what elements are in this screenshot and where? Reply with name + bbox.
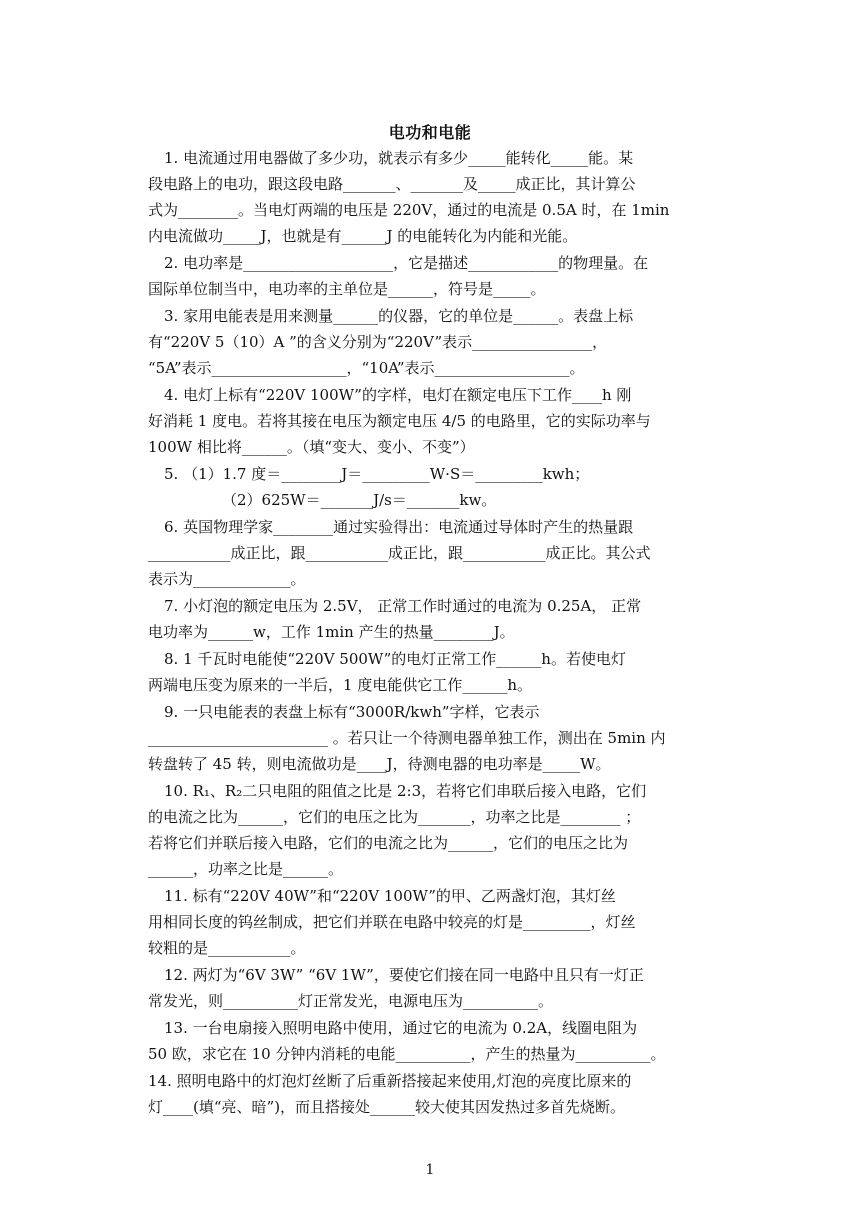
q10-line-2: 的电流之比为______，它们的电压之比为_______，功率之比是________ ； xyxy=(148,808,641,826)
q10-line-4: ______，功率之比是______。 xyxy=(148,860,344,878)
q1-line-3: 式为________。当电灯两端的电压是 220V，通过的电流是 0.5A 时，在 1min xyxy=(148,201,670,219)
q1-line-1: 1. 电流通过用电器做了多少功，就表示有多少_____能转化_____能。某 xyxy=(164,149,634,167)
document-title: 电功和电能 xyxy=(388,123,472,142)
q12-line-2: 常发光，则__________灯正常发光，电源电压为__________。 xyxy=(148,992,554,1010)
q9-line-1: 9. 一只电能表的表盘上标有“3000R/kwh”字样，它表示 xyxy=(164,703,540,721)
q11-line-2: 用相同长度的钨丝制成，把它们并联在电路中较亮的灯是_________，灯丝 xyxy=(148,913,636,931)
q5-line-1: 5. （1）1.7 度＝________J＝_________W·S＝_________kwh； xyxy=(164,465,590,483)
q10-line-3: 若将它们并联后接入电路，它们的电流之比为______，它们的电压之比为 xyxy=(148,834,629,852)
q8-line-2: 两端电压变为原来的一半后，1 度电能供它工作______h。 xyxy=(148,676,532,694)
q5-line-2: （2）625W＝_______J/s＝_______kw。 xyxy=(222,491,497,509)
page-number: 1 xyxy=(425,1162,435,1178)
q10-line-1: 10. R₁、R₂二只电阻的阻值之比是 2:3，若将它们串联后接入电路，它们 xyxy=(164,782,647,800)
q3-line-2: 有“220V 5（10）A ”的含义分别为“220V”表示________________， xyxy=(148,333,608,351)
q2-line-2: 国际单位制当中，电功率的主单位是______，符号是_____。 xyxy=(148,280,546,298)
q7-line-2: 电功率为______w，工作 1min 产生的热量________J。 xyxy=(148,623,515,641)
q6-line-1: 6. 英国物理学家________通过实验得出：电流通过导体时产生的热量跟 xyxy=(164,518,634,536)
q14-line-2: 灯____(填“亮、暗”)，而且搭接处______较大使其因发热过多首先烧断。 xyxy=(148,1098,626,1116)
q3-line-3: “5A”表示__________________，“10A”表示__________________。 xyxy=(148,359,585,377)
q6-line-2: ___________成正比，跟___________成正比，跟___________成正比。其公式 xyxy=(148,544,651,562)
q8-line-1: 8. 1 千瓦时电能使“220V 500W”的电灯正常工作______h。若使电灯 xyxy=(164,650,626,668)
q1-line-4: 内电流做功_____J，也就是有______J 的电能转化为内能和光能。 xyxy=(148,227,578,245)
q9-line-2: ________________________ 。若只让一个待测电器单独工作，测出在 5min 内 xyxy=(148,729,666,747)
q11-line-1: 11. 标有“220V 40W”和“220V 100W”的甲、乙两盏灯泡，其灯丝 xyxy=(164,887,616,905)
q14-line-1: 14. 照明电路中的灯泡灯丝断了后重新搭接起来使用,灯泡的亮度比原来的 xyxy=(148,1072,632,1090)
q4-line-1: 4. 电灯上标有“220V 100W”的字样，电灯在额定电压下工作____h 刚 xyxy=(164,386,632,404)
q1-line-2: 段电路上的电功，跟这段电路_______、_______及_____成正比，其计算公 xyxy=(148,175,636,193)
q12-line-1: 12. 两灯为“6V 3W” “6V 1W”，要使它们接在同一电路中且只有一灯正 xyxy=(164,966,644,984)
q4-line-2: 好消耗 1 度电。若将其接在电压为额定电压 4/5 的电路里，它的实际功率与 xyxy=(148,412,651,430)
q9-line-3: 转盘转了 45 转，则电流做功是____J，待测电器的电功率是_____W。 xyxy=(148,755,611,773)
q13-line-2: 50 欧，求它在 10 分钟内消耗的电能__________，产生的热量为__________。 xyxy=(148,1045,666,1063)
q7-line-1: 7. 小灯泡的额定电压为 2.5V， 正常工作时通过的电流为 0.25A， 正常 xyxy=(164,597,642,615)
q13-line-1: 13. 一台电扇接入照明电路中使用，通过它的电流为 0.2A，线圈电阻为 xyxy=(164,1019,638,1037)
q4-line-3: 100W 相比将______。（填“变大、变小、不变”） xyxy=(148,438,475,456)
q2-line-1: 2. 电功率是____________________，它是描述____________的物理量。在 xyxy=(164,254,649,272)
q11-line-3: 较粗的是___________。 xyxy=(148,939,306,957)
q6-line-3: 表示为_____________。 xyxy=(148,570,306,588)
q3-line-1: 3. 家用电能表是用来测量______的仪器，它的单位是______。表盘上标 xyxy=(164,307,634,325)
